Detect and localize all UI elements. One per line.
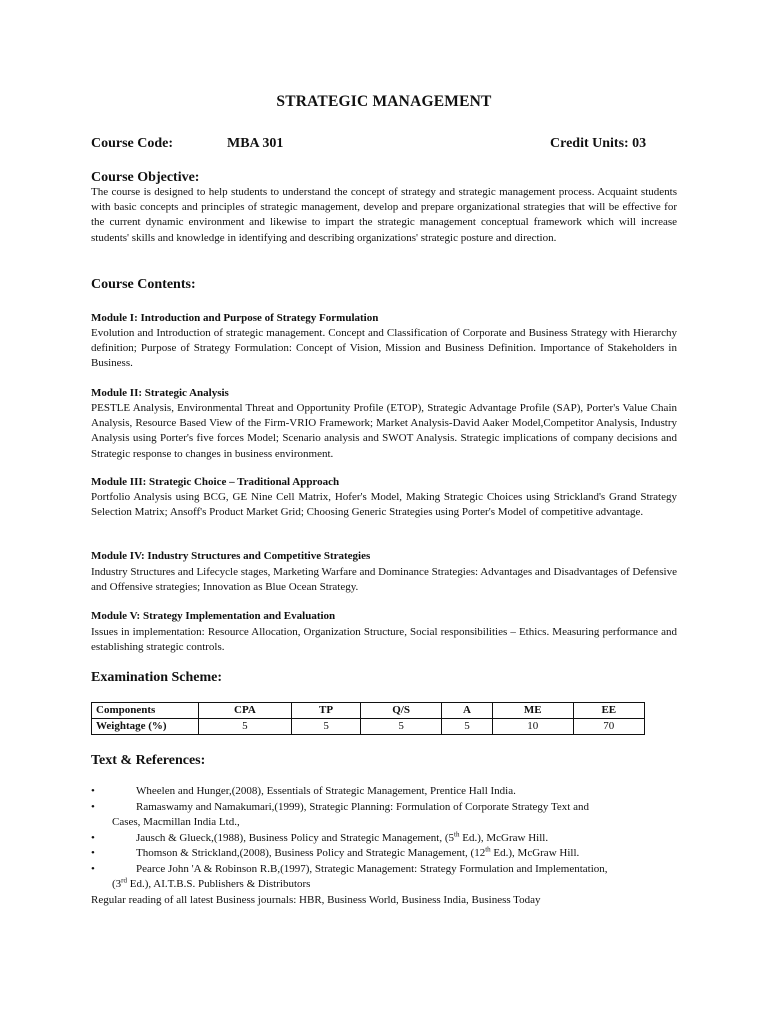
bullet-icon: • bbox=[91, 785, 95, 797]
objective-text: The course is designed to help students to understand the concept of strategy and strategic management process. Acquaint students with basic concepts and principles of strategic management, develop and prepare organizational strategies that will be effective for the current dynamic environment and likewise to impart the strategic management conceptual framework which will increase students' skills and knowledge in identifying and describing organizations' strategic posture and direction. bbox=[91, 186, 677, 244]
reference-text-end: Ed.), McGraw Hill. bbox=[490, 847, 580, 859]
exam-value-qs: 5 bbox=[361, 719, 442, 735]
references-heading: Text & References: bbox=[91, 753, 206, 768]
module-4-title: Module IV: Industry Structures and Competitive Strategies bbox=[91, 550, 371, 562]
reference-text: Wheelen and Hunger,(2008), Essentials of Strategic Management, Prentice Hall India. bbox=[136, 785, 516, 797]
exam-col-cpa: CPA bbox=[199, 703, 292, 719]
reference-text: Thomson & Strickland,(2008), Business Policy and Strategic Management, (12 bbox=[136, 847, 486, 859]
reference-item bbox=[91, 784, 691, 800]
bullet-icon: • bbox=[91, 847, 95, 859]
exam-weightage-row bbox=[92, 719, 645, 735]
exam-value-me: 10 bbox=[492, 719, 573, 735]
objective-heading: Course Objective: bbox=[91, 170, 200, 185]
exam-header-row bbox=[92, 703, 645, 719]
exam-table bbox=[91, 702, 645, 735]
exam-row-label: Weightage (%) bbox=[92, 719, 199, 735]
exam-heading: Examination Scheme: bbox=[91, 670, 223, 685]
exam-col-qs: Q/S bbox=[361, 703, 442, 719]
exam-value-a: 5 bbox=[441, 719, 492, 735]
edition-superscript: th bbox=[454, 829, 460, 838]
exam-value-cpa: 5 bbox=[199, 719, 292, 735]
reference-continuation: Cases, Macmillan India Ltd., bbox=[112, 816, 240, 828]
credit-units: Credit Units: 03 bbox=[550, 136, 647, 151]
module-2-text: PESTLE Analysis, Environmental Threat and Opportunity Profile (ETOP), Strategic Advantage Profile (SAP), Porter's Value Chain Analysis, Resource Based View of the Firm-VRIO Framework; Market Analysis-David Aaker Model,Competitor Analysis, Industry Analysis using Porter's five forces Model; Scenario analysis and SWOT Analysis. Strategic implications of company decisions and Strategic response to changes in business environment. bbox=[91, 402, 677, 460]
reference-text: Jausch & Glueck,(1988), Business Policy and Strategic Management, (5 bbox=[136, 831, 455, 844]
reference-item bbox=[91, 800, 691, 831]
reference-item bbox=[91, 862, 691, 893]
references-list bbox=[91, 784, 691, 893]
contents-heading: Course Contents: bbox=[91, 277, 196, 292]
bullet-icon: • bbox=[91, 831, 95, 844]
exam-value-tp: 5 bbox=[291, 719, 361, 735]
exam-col-me: ME bbox=[492, 703, 573, 719]
edition-superscript: rd bbox=[121, 876, 128, 885]
reference-text: Pearce John 'A & Robinson R.B,(1997), Strategic Management: Strategy Formulation and Implementation, bbox=[136, 862, 608, 875]
exam-col-a: A bbox=[441, 703, 492, 719]
reference-text-end: Ed.), McGraw Hill. bbox=[459, 831, 549, 844]
reference-continuation bbox=[112, 877, 691, 893]
module-1-text: Evolution and Introduction of strategic management. Concept and Classification of Corporate and Business Strategy with Hierarchy definition; Purpose of Strategy Formulation: Concept of Vision, Mission and Business Definition. Importance of Stakeholders in Business. bbox=[91, 327, 677, 370]
exam-col-tp: TP bbox=[291, 703, 361, 719]
bullet-icon: • bbox=[91, 862, 95, 875]
reference-item bbox=[91, 846, 691, 862]
regular-reading-note: Regular reading of all latest Business journals: HBR, Business World, Business India, Business Today bbox=[91, 894, 541, 906]
edition-superscript: th bbox=[485, 845, 491, 854]
course-code-label: Course Code: bbox=[91, 136, 174, 151]
module-3-text: Portfolio Analysis using BCG, GE Nine Cell Matrix, Hofer's Model, Making Strategic Choices using Strickland's Grand Strategy Selection Matrix; Ansoff's Product Market Grid; Choosing Generic Strategies using Porter's Model of competitive advantage. bbox=[91, 491, 677, 519]
reference-cont-pre: (3 bbox=[112, 878, 122, 890]
module-5-title: Module V: Strategy Implementation and Evaluation bbox=[91, 610, 336, 622]
module-5-text: Issues in implementation: Resource Allocation, Organization Structure, Social responsibilities – Ethics. Measuring performance and establishing strategic controls. bbox=[91, 626, 677, 654]
reference-text: Ramaswamy and Namakumari,(1999), Strategic Planning: Formulation of Corporate Strategy Text and bbox=[136, 800, 589, 813]
module-4-text: Industry Structures and Lifecycle stages, Marketing Warfare and Dominance Strategies: Advantages and Disadvantages of Defensive and Offensive strategies; Innovation as Blue Ocean Strategy. bbox=[91, 566, 677, 594]
exam-col-components: Components bbox=[92, 703, 199, 719]
reference-cont-post: Ed.), AI.T.B.S. Publishers & Distributors bbox=[127, 878, 311, 890]
reference-item bbox=[91, 831, 691, 847]
exam-col-ee: EE bbox=[573, 703, 644, 719]
bullet-icon: • bbox=[91, 800, 95, 813]
page-title: STRATEGIC MANAGEMENT bbox=[276, 93, 492, 110]
exam-value-ee: 70 bbox=[573, 719, 644, 735]
module-1-title: Module I: Introduction and Purpose of Strategy Formulation bbox=[91, 312, 379, 324]
module-3-title: Module III: Strategic Choice – Traditional Approach bbox=[91, 476, 340, 488]
course-code-value: MBA 301 bbox=[227, 136, 284, 151]
module-2-title: Module II: Strategic Analysis bbox=[91, 387, 229, 399]
